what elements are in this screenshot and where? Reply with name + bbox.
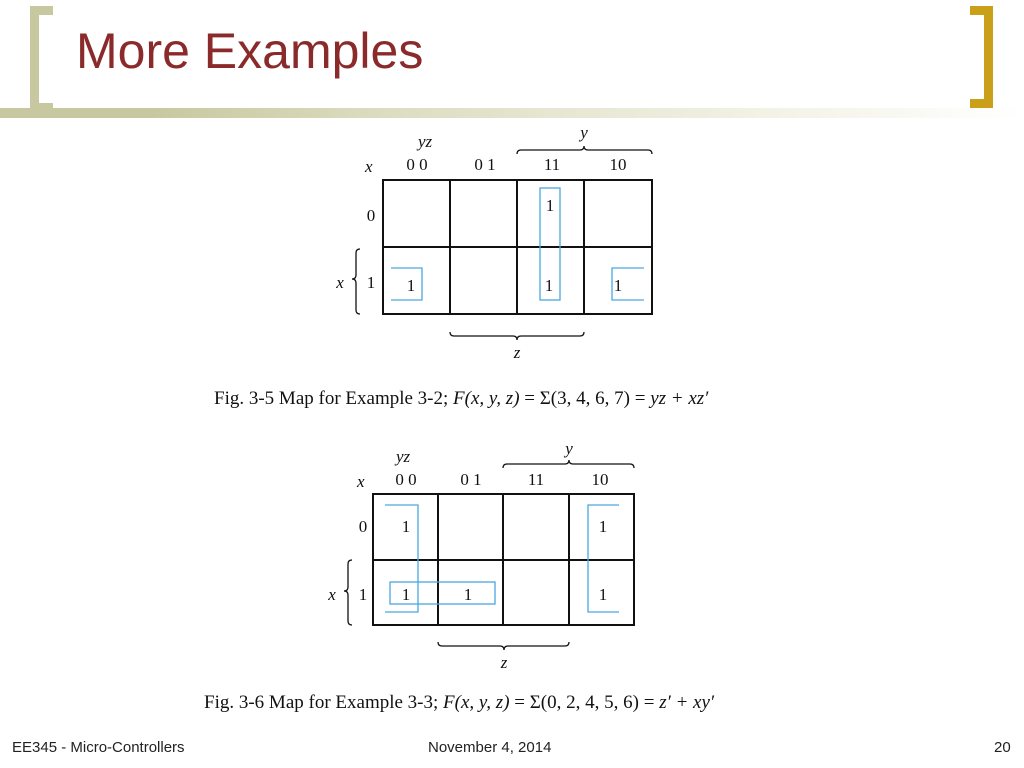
caption1-result: yz + xz′ xyxy=(650,388,709,409)
kmap2-cell-101: 1 xyxy=(463,585,473,604)
kmap2-row-header-1: 1 xyxy=(358,585,368,604)
caption-fig-3-5 xyxy=(214,388,708,410)
kmap1-y-bracket xyxy=(517,146,652,154)
kmap2-row-var-label: x xyxy=(357,472,365,491)
kmap1-row-header-0: 0 xyxy=(366,206,376,225)
kmap1-x-label: x xyxy=(336,273,344,292)
kmap2-col-header-01: 0 1 xyxy=(460,470,482,489)
kmap2-z-label: z xyxy=(500,653,508,672)
caption2-fig: Fig. 3-6 Map for Example 3-3; xyxy=(204,692,444,713)
kmap2-x-bracket xyxy=(344,560,352,625)
kmap1-row-header-1: 1 xyxy=(366,273,376,292)
kmap2-col-vars-label: yz xyxy=(396,447,411,466)
kmap1-z-bracket xyxy=(450,332,584,340)
kmap1-col-header-00: 0 0 xyxy=(406,155,428,174)
kmap2-y-bracket xyxy=(503,460,634,468)
kmap1-cell-011: 1 xyxy=(545,196,555,215)
kmap-example-3-2 xyxy=(320,118,680,368)
kmap1-col-header-10: 10 xyxy=(609,155,627,174)
kmap1-x-bracket xyxy=(352,249,360,314)
caption1-mid: = Σ(3, 4, 6, 7) = xyxy=(519,388,651,409)
kmap1-z-label: z xyxy=(513,343,521,362)
kmap2-z-bracket xyxy=(438,642,569,650)
kmap2-cell-110: 1 xyxy=(598,585,608,604)
right-bracket-decoration xyxy=(970,6,993,108)
kmap2-y-label: y xyxy=(565,439,573,458)
caption1-fig: Fig. 3-5 Map for Example 3-2; xyxy=(214,388,454,409)
kmap1-cell-110: 1 xyxy=(613,276,623,295)
kmap1-row-var-label: x xyxy=(365,157,373,176)
left-bracket-decoration xyxy=(30,6,53,112)
kmap2-row-header-0: 0 xyxy=(358,517,368,536)
kmap1-cell-111: 1 xyxy=(544,276,554,295)
kmap2-x-label: x xyxy=(328,585,336,604)
kmap1-col-header-11: 11 xyxy=(543,155,561,174)
kmap2-col-header-10: 10 xyxy=(591,470,609,489)
footer-date: November 4, 2014 xyxy=(428,739,552,756)
kmap2-col-header-11: 11 xyxy=(527,470,545,489)
slide-title: More Examples xyxy=(76,23,424,79)
caption2-result: z′ + xy′ xyxy=(659,692,715,713)
kmap1-col-vars-label: yz xyxy=(418,132,433,151)
kmap2-cell-010: 1 xyxy=(598,517,608,536)
title-rule xyxy=(0,108,1024,118)
kmap1-y-label: y xyxy=(580,123,588,142)
kmap2-cell-100: 1 xyxy=(401,585,411,604)
caption1-func: F(x, y, z) xyxy=(453,388,520,409)
kmap2-cell-000: 1 xyxy=(401,517,411,536)
caption-fig-3-6 xyxy=(204,692,714,714)
kmap-example-3-3 xyxy=(310,432,670,682)
footer-page-number: 20 xyxy=(994,739,1011,756)
caption2-mid: = Σ(0, 2, 4, 5, 6) = xyxy=(509,692,660,713)
footer-course: EE345 - Micro-Controllers xyxy=(12,739,185,756)
kmap2-col-header-00: 0 0 xyxy=(395,470,417,489)
kmap1-cell-100: 1 xyxy=(406,276,416,295)
caption2-func: F(x, y, z) xyxy=(443,692,510,713)
kmap1-col-header-01: 0 1 xyxy=(474,155,496,174)
